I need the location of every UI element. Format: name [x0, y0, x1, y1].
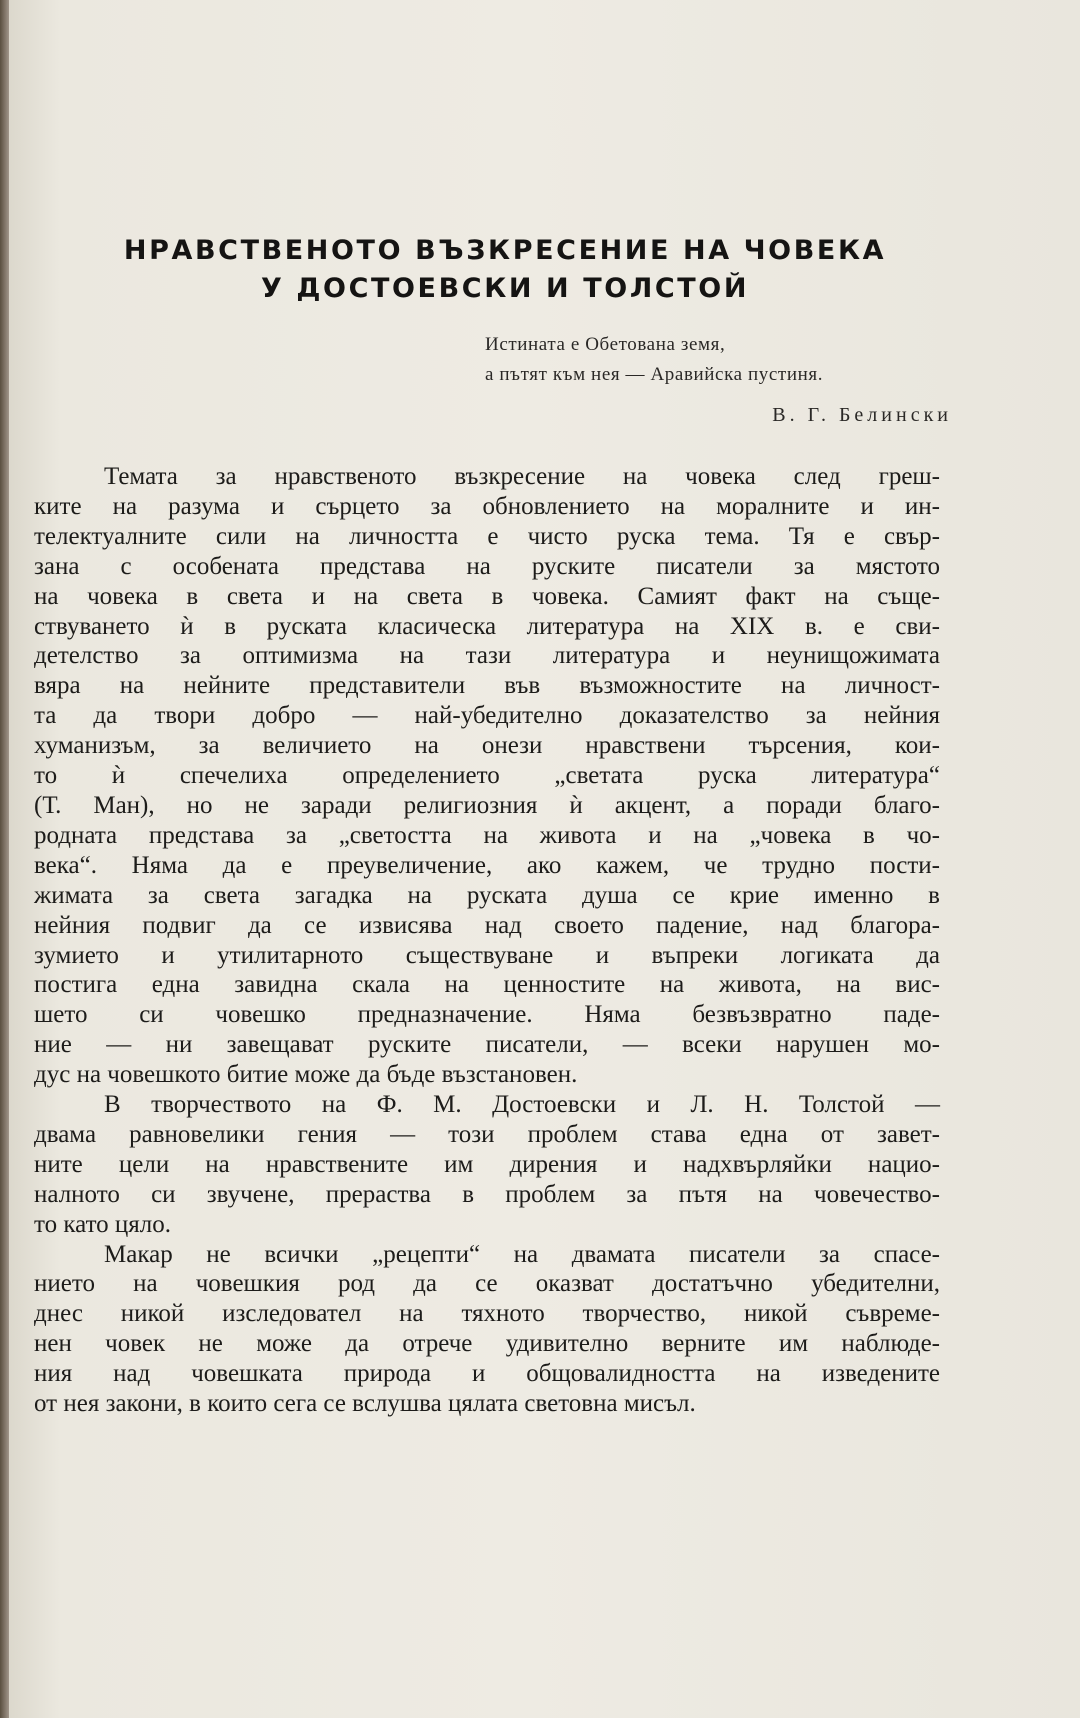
text-line: дус на човешкото битие може да бъде възстановен. — [34, 1061, 578, 1089]
text-line: нието на човешкия род да се оказват достатъчно убедителни, — [34, 1270, 940, 1298]
text-line: В творчеството на Ф. М. Достоевски и Л. Н. Толстой — — [104, 1091, 940, 1119]
text-line: то ѝ спечелиха определението „светата руска литература“ — [34, 762, 940, 790]
epigraph — [485, 330, 955, 390]
text-line: то като цяло. — [34, 1210, 172, 1238]
text-line: зумието и утилитарното съществуване и въпреки логиката да — [34, 941, 940, 969]
text-line: жимата за света загадка на руската душа се крие именно в — [34, 881, 940, 909]
paragraph-3 — [34, 1240, 940, 1419]
text-line: ствуването ѝ в руската класическа литература на XIX в. е сви- — [34, 612, 940, 640]
text-line: хуманизъм, за величието на онези нравствени търсения, кои- — [34, 732, 940, 760]
epigraph-author: В. Г. Белински — [772, 404, 952, 426]
text-line: двама равновелики гения — този проблем става една от завет- — [34, 1120, 940, 1148]
text-line: (Т. Ман), но не заради религиозния ѝ акцент, а поради благо- — [34, 791, 940, 819]
article-body — [34, 462, 940, 1419]
text-line: ните цели на нравствените им дирения и надхвърляйки нацио- — [34, 1150, 940, 1178]
text-line: на човека в света и на света в човека. Самият факт на съще- — [34, 582, 940, 610]
text-line: детелство за оптимизма на тази литература и неунищожимата — [34, 642, 940, 670]
text-line: от нея закони, в които сега се вслушва цялата световна мисъл. — [34, 1390, 696, 1418]
text-line: нейния подвиг да се извисява над своето падение, над благора- — [34, 911, 940, 939]
text-line: Макар не всички „рецепти“ на двамата писатели за спасе- — [104, 1240, 940, 1268]
text-line: века“. Няма да е преувеличение, ако кажем, че трудно пости- — [34, 851, 940, 879]
title-line-2: У ДОСТОЕВСКИ И ТОЛСТОЙ — [260, 273, 750, 304]
text-line: налното си звучене, прераства в проблем за пътя на човечество- — [34, 1180, 940, 1208]
text-line: ния над човешката природа и общовалидността на изведените — [34, 1360, 940, 1388]
article-title — [60, 232, 950, 308]
book-spine-edge — [0, 0, 9, 1718]
text-line: шето си човешко предназначение. Няма безвъзвратно паде- — [34, 1001, 940, 1029]
paragraph-2 — [34, 1090, 940, 1240]
text-line: днес никой изследовател на тяхното творчество, никой съвреме- — [34, 1300, 940, 1328]
paragraph-1 — [34, 462, 940, 1090]
text-line: постига една завидна скала на ценностите на живота, на вис- — [34, 971, 940, 999]
text-line: ние — ни завещават руските писатели, — всеки нарушен мо- — [34, 1031, 940, 1059]
text-line: вяра на нейните представители във възможностите на личност- — [34, 672, 940, 700]
text-line: нен човек не може да отрече удивително верните им наблюде- — [34, 1330, 940, 1358]
epigraph-line-2: а пътят към нея — Аравийска пустиня. — [485, 364, 824, 385]
text-line: Темата за нравственото възкресение на човека след греш- — [104, 463, 940, 490]
text-line: та да твори добро — най-убедително доказателство за нейния — [34, 702, 940, 730]
epigraph-line-1: Истината е Обетована земя, — [485, 334, 726, 355]
title-line-1: НРАВСТВЕНОТО ВЪЗКРЕСЕНИЕ НА ЧОВЕКА — [123, 235, 887, 266]
text-line: зана с особената представа на руските писатели за мястото — [34, 552, 940, 580]
text-line: родната представа за „светостта на живота и на „човека в чо- — [34, 821, 940, 849]
text-line: телектуалните сили на личността е чисто руска тема. Тя е свър- — [34, 522, 940, 550]
text-line: ките на разума и сърцето за обновлението на моралните и ин- — [34, 492, 940, 520]
